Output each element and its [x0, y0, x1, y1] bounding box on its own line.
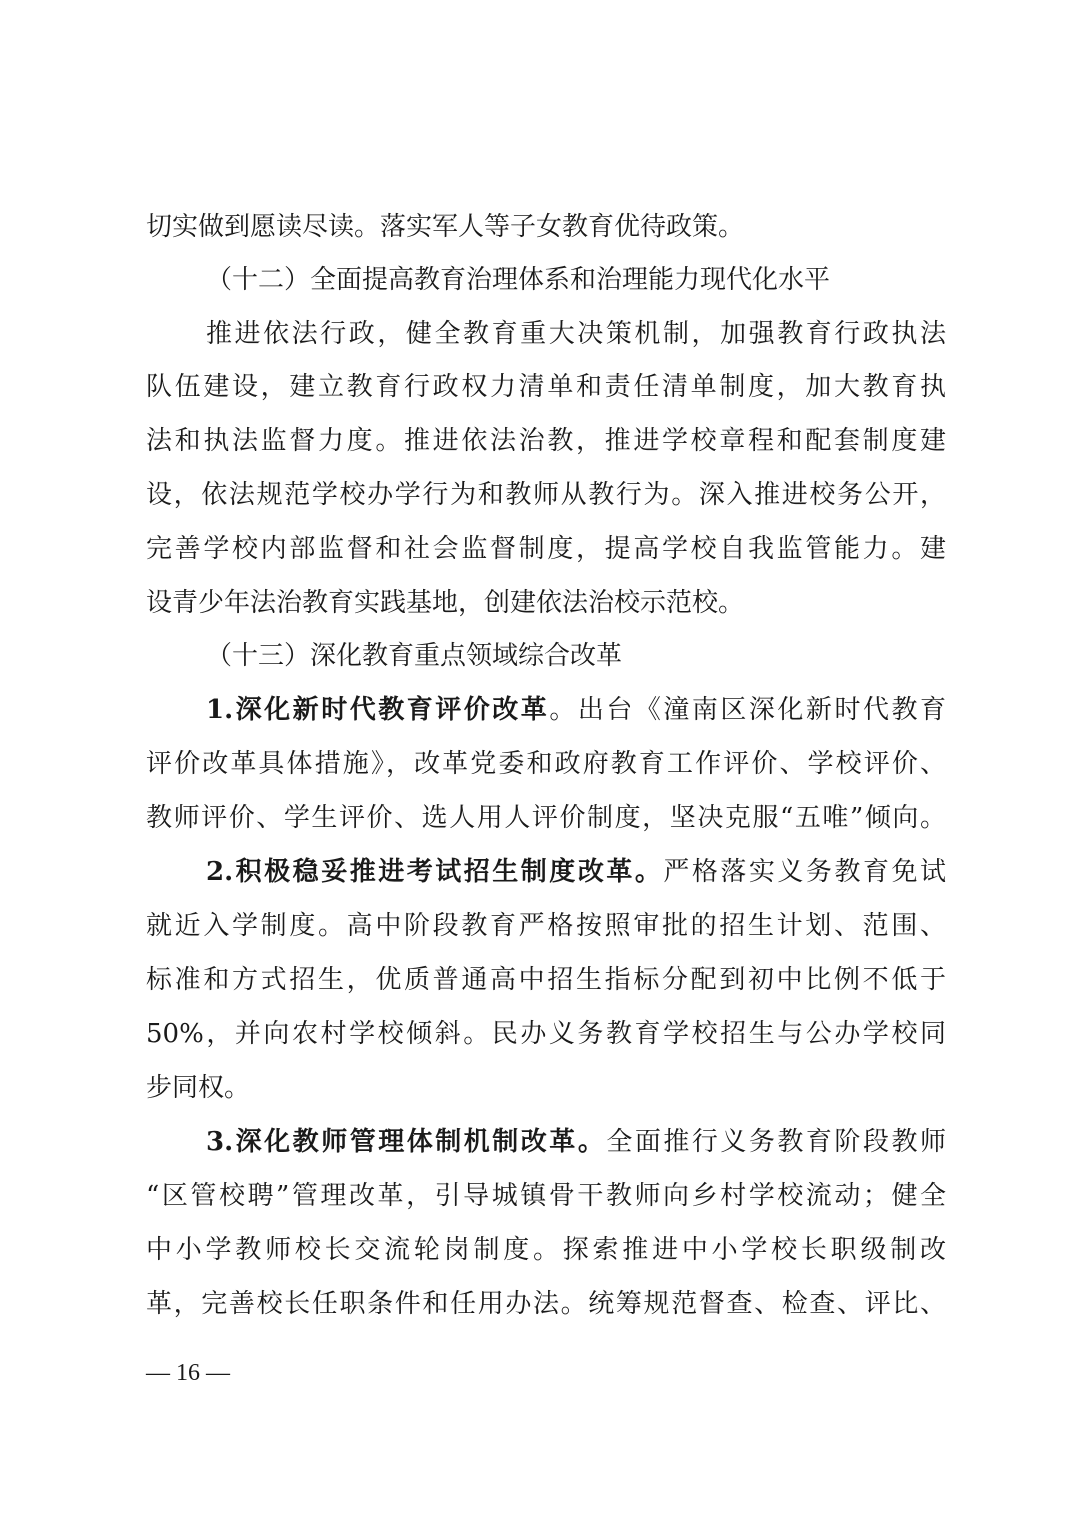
body-line: 标准和方式招生，优质普通高中招生指标分配到初中比例不低于 — [146, 965, 946, 995]
body-line: 革，完善校长任职条件和任用办法。统筹规范督查、检查、评比、 — [146, 1289, 946, 1319]
item-2-text: 严格落实义务教育免试 — [663, 857, 946, 887]
item-1-title: 1.深化新时代教育评价改革 — [206, 695, 550, 725]
item-3-text: 全面推行义务教育阶段教师 — [606, 1127, 946, 1157]
item-2-title: 2.积极稳妥推进考试招生制度改革。 — [206, 857, 664, 887]
item-3-line — [206, 1125, 946, 1159]
body-line: 评价改革具体措施》，改革党委和政府教育工作评价、学校评价、 — [146, 749, 946, 779]
body-line: 步同权。 — [146, 1073, 251, 1103]
body-line: “区管校聘”管理改革，引导城镇骨干教师向乡村学校流动；健全 — [146, 1181, 946, 1211]
body-line: 设，依法规范学校办学行为和教师从教行为。深入推进校务公开， — [146, 480, 946, 510]
item-2-line — [206, 855, 946, 889]
item-1-text: 。出台《潼南区深化新时代教育 — [549, 695, 946, 725]
page-number: — 16 — — [146, 1360, 230, 1386]
body-line: 法和执法监督力度。推进依法治教，推进学校章程和配套制度建 — [146, 426, 946, 456]
section-heading-13: （十三）深化教育重点领域综合改革 — [206, 641, 623, 671]
body-line: 设青少年法治教育实践基地，创建依法治校示范校。 — [146, 588, 745, 618]
body-line: 推进依法行政，健全教育重大决策机制，加强教育行政执法 — [206, 319, 946, 349]
body-line: 教师评价、学生评价、选人用人评价制度，坚决克服“五唯”倾向。 — [146, 803, 946, 833]
body-line: 切实做到愿读尽读。落实军人等子女教育优待政策。 — [146, 212, 745, 242]
item-1-line — [206, 693, 946, 727]
body-line: 50%，并向农村学校倾斜。民办义务教育学校招生与公办学校同 — [146, 1019, 946, 1049]
section-heading-12: （十二）全面提高教育治理体系和治理能力现代化水平 — [206, 265, 831, 295]
item-3-title: 3.深化教师管理体制机制改革。 — [206, 1127, 607, 1157]
body-line: 就近入学制度。高中阶段教育严格按照审批的招生计划、范围、 — [146, 911, 946, 941]
body-line: 完善学校内部监督和社会监督制度，提高学校自我监管能力。建 — [146, 534, 946, 564]
body-line: 中小学教师校长交流轮岗制度。探索推进中小学校长职级制改 — [146, 1235, 946, 1265]
body-line: 队伍建设，建立教育行政权力清单和责任清单制度，加大教育执 — [146, 372, 946, 402]
